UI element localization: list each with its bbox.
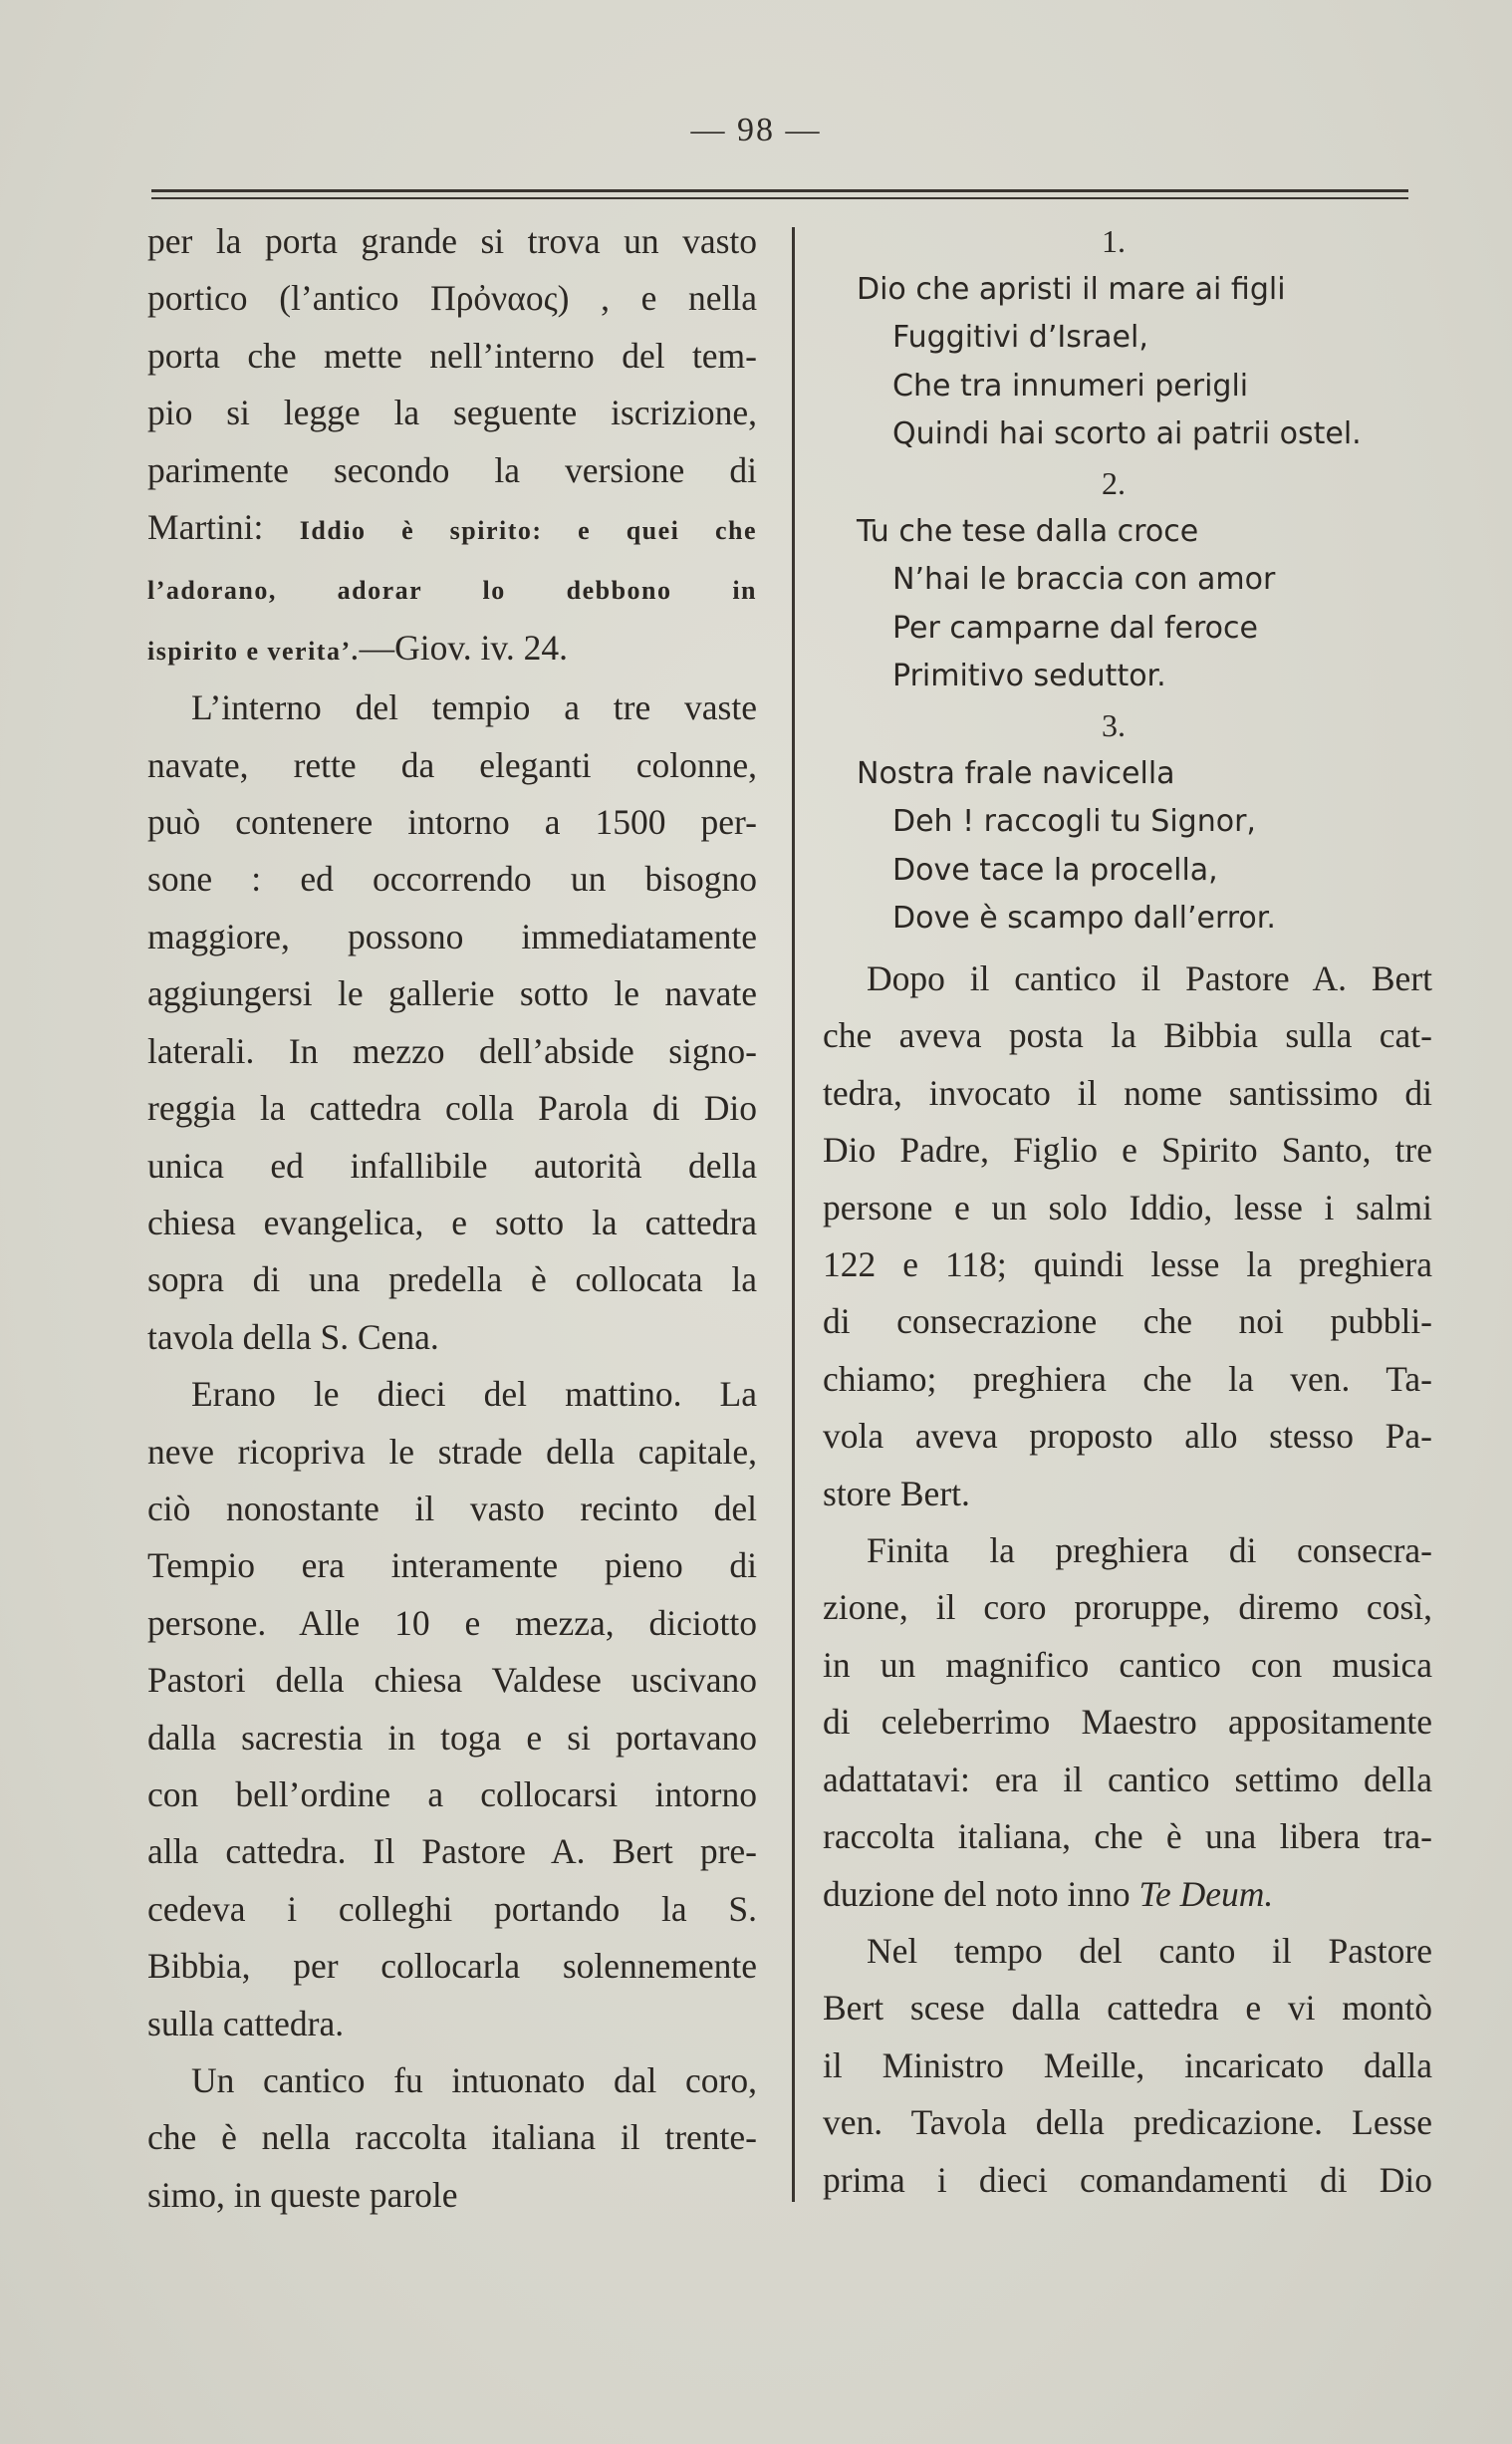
text-line (147, 270, 757, 327)
text-line (823, 1236, 1432, 1293)
text-run: sulla cattedra. (147, 2003, 345, 2043)
text-line (147, 328, 757, 385)
text-run: chiesa evangelica, e sotto la cattedra (147, 1202, 757, 1242)
text-line (823, 1866, 1432, 1923)
bible-reference: —Giov. iv. 24. (359, 627, 568, 668)
text-line (823, 1180, 1432, 1236)
text-line (823, 2152, 1432, 2209)
verse-line: Dio che apristi il mare ai figli (857, 271, 1286, 307)
text-line (823, 1923, 1432, 1980)
text-run: simo, in queste parole (147, 2174, 458, 2215)
text-run: Un cantico fu intuonato dal coro, (191, 2060, 757, 2100)
text-run: maggiore, possono immediatamente (147, 916, 757, 956)
verse-line: N’hai le braccia con amor (892, 562, 1276, 598)
text-run: Dio Padre, Figlio e Spirito Santo, tre (823, 1130, 1432, 1171)
text-line (147, 1481, 757, 1537)
text-run: sone : ed occorrendo un bisogno (147, 859, 757, 900)
text-line (823, 1808, 1432, 1865)
text-line (147, 1766, 757, 1823)
verse-line: Quindi hai scorto ai patrii ostel. (892, 416, 1362, 452)
small-caps-quote: Iddio è spirito: e quei che (299, 516, 757, 546)
column-divider (792, 227, 795, 2202)
small-caps-quote: l’adorano, adorar lo debbono in (147, 576, 757, 606)
verse-line: Che tra innumeri perigli (892, 368, 1249, 404)
text-run: zione, il coro proruppe, diremo così, (823, 1587, 1432, 1628)
text-run: ven. Tavola della predicazione. Lesse (823, 2102, 1432, 2143)
text-line (823, 2094, 1432, 2151)
verse-line: Dove è scampo dall’error. (892, 901, 1276, 937)
text-run: Tempio era interamente pieno di (147, 1545, 757, 1586)
text-run: raccolta italiana, che è una libera tra- (823, 1816, 1432, 1857)
text-line (823, 1065, 1432, 1122)
text-line (147, 794, 757, 851)
text-run: tavola della S. Cena. (147, 1316, 439, 1357)
text-line (147, 1537, 757, 1594)
text-run: che è nella raccolta italiana il trente- (147, 2117, 757, 2158)
text-run: reggia la cattedra colla Parola di Dio (147, 1088, 757, 1129)
page-number: — 98 — (690, 112, 822, 148)
text-run: aggiungersi le gallerie sotto le navate (147, 973, 757, 1014)
verse-line: Per camparne dal feroce (892, 610, 1258, 646)
text-line (823, 1694, 1432, 1751)
text-line (147, 213, 757, 270)
text-line (147, 1309, 757, 1366)
text-run: parimente secondo la versione di (147, 449, 757, 490)
verse-line: Dove tace la procella, (892, 852, 1218, 888)
text-line (147, 1710, 757, 1766)
text-line (147, 1424, 757, 1481)
text-run: unica ed infallibile autorità della (147, 1145, 757, 1186)
text-run: L’interno del tempio a tre vaste (191, 687, 757, 728)
text-run: ciò nonostante il vasto recinto del (147, 1488, 757, 1528)
text-run: duzione del noto inno (823, 1873, 1139, 1914)
italic-title: Te Deum. (1138, 1873, 1274, 1914)
header-rule (151, 189, 1408, 199)
text-run: Bert scese dalla cattedra e vi montò (823, 1988, 1432, 2029)
text-line (147, 1652, 757, 1709)
text-run: tedra, invocato il nome santissimo di (823, 1072, 1432, 1113)
text-line (147, 1138, 757, 1195)
text-line (823, 1752, 1432, 1808)
text-line (823, 1293, 1432, 1350)
hymn-verses (857, 217, 1414, 944)
text-run: chiamo; preghiera che la ven. Ta- (823, 1358, 1432, 1399)
stanza-number: 3. (1102, 706, 1126, 743)
text-run: persone e un solo Iddio, lesse i salmi (823, 1187, 1432, 1227)
verse-line: Primitivo seduttor. (892, 659, 1166, 694)
text-line (147, 965, 757, 1022)
verse-line: Fuggitivi d’Israel, (892, 320, 1148, 356)
text-run: alla cattedra. Il Pastore A. Bert pre- (147, 1831, 757, 1872)
right-column (823, 950, 1432, 2209)
text-line (147, 737, 757, 794)
text-line (823, 1122, 1432, 1179)
text-line (823, 1351, 1432, 1408)
text-run: può contenere intorno a 1500 per- (147, 802, 757, 843)
text-line (147, 1195, 757, 1251)
stanza-number: 1. (1102, 223, 1126, 259)
text-line (147, 2052, 757, 2109)
verse-line: Tu che tese dalla croce (857, 513, 1199, 549)
text-line (147, 1366, 757, 1423)
text-line (823, 2037, 1432, 2094)
text-run: prima i dieci comandamenti di Dio (823, 2159, 1432, 2200)
text-line (823, 1408, 1432, 1465)
text-line (823, 1466, 1432, 1522)
text-run: che aveva posta la Bibbia sulla cat- (823, 1015, 1432, 1056)
text-line (147, 1251, 757, 1308)
text-line (147, 499, 757, 559)
text-run: Dopo il cantico il Pastore A. Bert (867, 958, 1432, 998)
text-line (823, 950, 1432, 1007)
text-run: dalla sacrestia in toga e si portavano (147, 1717, 757, 1758)
text-run: Erano le dieci del mattino. La (191, 1374, 757, 1415)
text-run: per la porta grande si trova un vasto (147, 221, 757, 261)
text-run: pio si legge la seguente iscrizione, (147, 393, 757, 433)
small-caps-quote: ispirito e verita’. (147, 636, 360, 666)
text-run: persone. Alle 10 e mezza, diciotto (147, 1602, 757, 1643)
text-run: cedeva i colleghi portando la S. (147, 1888, 757, 1929)
text-line (147, 679, 757, 736)
text-line (147, 909, 757, 965)
text-line (823, 1007, 1432, 1064)
text-run: Finita la preghiera di consecra- (867, 1530, 1432, 1571)
text-line (147, 385, 757, 441)
text-line (147, 620, 757, 679)
text-run: neve ricopriva le strade della capitale, (147, 1431, 757, 1472)
text-run: portico (l’antico Πρὀναος) , e nella (147, 278, 757, 319)
text-run: laterali. In mezzo dell’abside signo- (147, 1030, 757, 1071)
text-line (147, 1023, 757, 1080)
text-run: Pastori della chiesa Valdese uscivano (147, 1660, 757, 1701)
text-run: Nel tempo del canto il Pastore (867, 1930, 1432, 1971)
text-run: store Bert. (823, 1473, 970, 1513)
text-line (147, 559, 757, 619)
text-line (147, 1881, 757, 1938)
text-run: Bibbia, per collocarla solennemente (147, 1946, 757, 1987)
text-run: navate, rette da eleganti colonne, (147, 744, 757, 785)
text-line (147, 2167, 757, 2224)
text-run: 122 e 118; quindi lesse la preghiera (823, 1244, 1432, 1285)
text-line (147, 1996, 757, 2052)
text-run: in un magnifico cantico con musica (823, 1644, 1432, 1685)
text-run: porta che mette nell’interno del tem- (147, 335, 757, 376)
verse-line: Nostra frale navicella (857, 755, 1175, 791)
text-line (823, 1637, 1432, 1694)
text-run: Martini: (147, 507, 300, 548)
left-column (147, 213, 757, 2224)
stanza-number: 2. (1102, 464, 1126, 501)
text-run: adattatavi: era il cantico settimo della (823, 1759, 1432, 1799)
text-run: di celeberrimo Maestro appositamente (823, 1702, 1432, 1743)
text-run: vola aveva proposto allo stesso Pa- (823, 1416, 1432, 1457)
text-line (147, 442, 757, 499)
text-run: sopra di una predella è collocata la (147, 1259, 757, 1300)
text-line (823, 1579, 1432, 1636)
text-line (147, 1823, 757, 1880)
text-run: di consecrazione che noi pubbli- (823, 1301, 1432, 1342)
text-run: il Ministro Meille, incaricato dalla (823, 2044, 1432, 2085)
text-line (823, 1522, 1432, 1579)
text-line (147, 851, 757, 908)
text-line (823, 1980, 1432, 2037)
text-run: con bell’ordine a collocarsi intorno (147, 1773, 757, 1814)
text-line (147, 1080, 757, 1137)
text-line (147, 2109, 757, 2166)
text-line (147, 1938, 757, 1995)
verse-line: Deh ! raccogli tu Signor, (892, 804, 1256, 840)
text-line (147, 1595, 757, 1652)
